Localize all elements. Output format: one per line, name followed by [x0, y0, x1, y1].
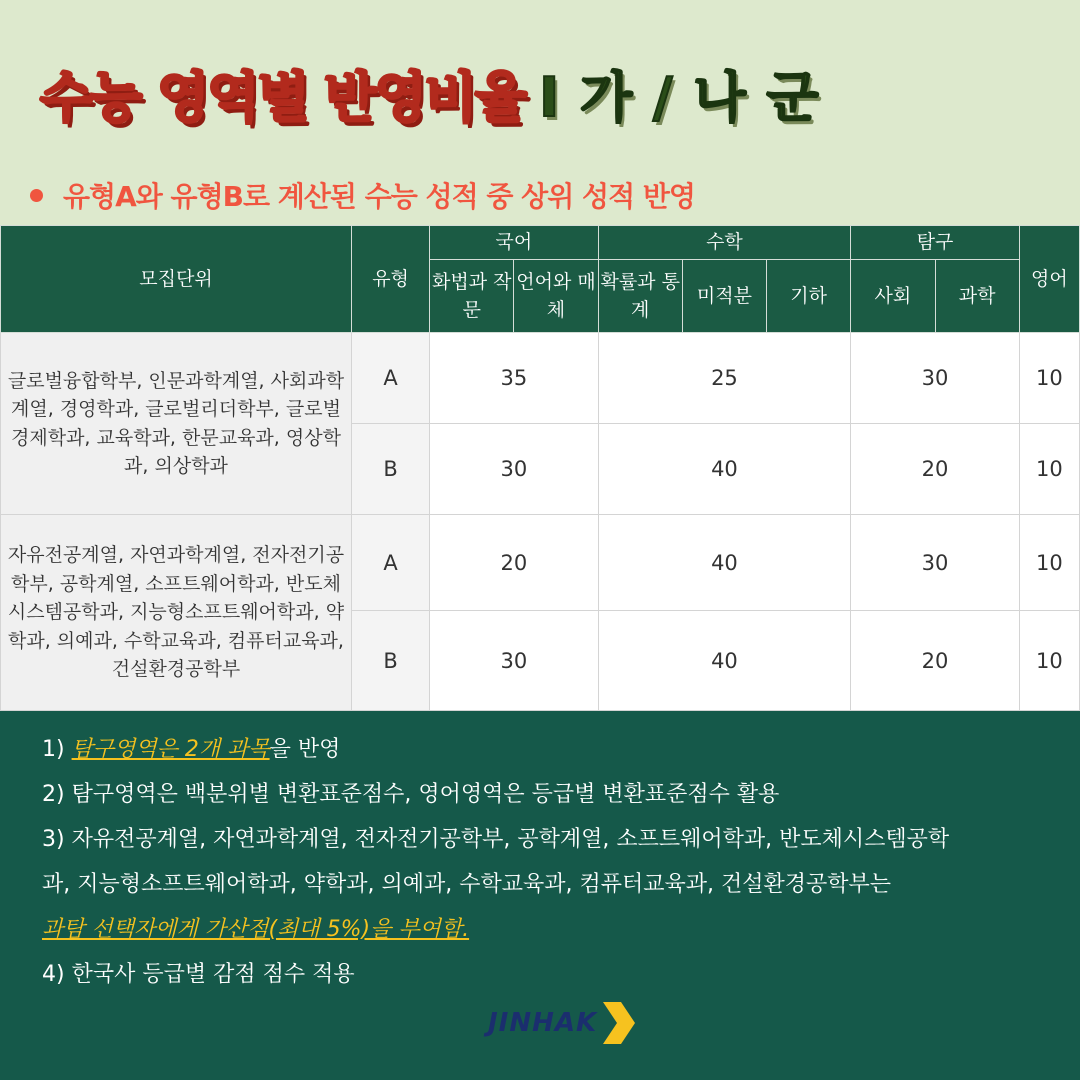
header-korean: 국어: [430, 226, 598, 260]
english-cell: 10: [1019, 611, 1079, 711]
note-1-highlight: 탐구영역은 2개 과목: [71, 737, 270, 762]
type-cell: B: [351, 611, 429, 711]
note-3-highlight: 과탐 선택자에게 가산점(최대 5%)을 부여함.: [42, 917, 470, 942]
english-cell: 10: [1019, 333, 1079, 424]
header-korean-sub2: 언어와 매체: [514, 260, 598, 333]
subtitle-text: 유형A와 유형B로 계산된 수능 성적 중 상위 성적 반영: [63, 180, 695, 213]
note-1-prefix: 1): [42, 737, 72, 762]
header-korean-sub1: 화법과 작문: [430, 260, 514, 333]
english-cell: 10: [1019, 424, 1079, 515]
title-sub: I 가 / 나 군: [539, 65, 820, 129]
inquiry-cell: 20: [851, 611, 1019, 711]
title-main: 수능 영역별 반영비율: [40, 65, 526, 129]
note-1-suffix: 을 반영: [269, 737, 341, 762]
header-math: 수학: [598, 226, 851, 260]
ratio-table: [0, 225, 1080, 711]
type-cell: B: [351, 424, 429, 515]
note-3-line1: 3) 자유전공계열, 자연과학계열, 전자전기공학부, 공학계열, 소프트웨어학과, 반도체시스템공학: [42, 827, 950, 852]
header-english: 영어: [1019, 226, 1079, 333]
unit-cell: 자유전공계열, 자연과학계열, 전자전기공학부, 공학계열, 소프트웨어학과, 반도체시스템공학과, 지능형소프트웨어학과, 약학과, 의예과, 수학교육과, 컴퓨터교육과, 건설환경공학부: [1, 515, 352, 711]
bullet-dot-icon: [30, 189, 43, 202]
header-math-sub2: 미적분: [682, 260, 766, 333]
table-row: [1, 515, 1080, 611]
note-4: 4) 한국사 등급별 감점 점수 적용: [42, 962, 355, 987]
subtitle-bullet: [30, 175, 695, 215]
note-1: [42, 727, 1072, 772]
page-title: [40, 48, 820, 138]
math-cell: 40: [598, 611, 851, 711]
inquiry-cell: 20: [851, 424, 1019, 515]
jinhak-logo: [488, 1000, 637, 1046]
type-cell: A: [351, 333, 429, 424]
korean-cell: 20: [430, 515, 598, 611]
chevron-right-icon: [599, 1000, 637, 1046]
note-3-highlight-line: [42, 907, 1072, 952]
header-math-sub1: 확률과 통계: [598, 260, 682, 333]
type-cell: A: [351, 515, 429, 611]
header-inquiry: 탐구: [851, 226, 1019, 260]
inquiry-cell: 30: [851, 333, 1019, 424]
inquiry-cell: 30: [851, 515, 1019, 611]
table-row: [1, 333, 1080, 424]
note-3-line2: 과, 지능형소프트웨어학과, 약학과, 의예과, 수학교육과, 컴퓨터교육과, 건설환경공학부는: [42, 872, 891, 897]
math-cell: 40: [598, 515, 851, 611]
unit-cell: 글로벌융합학부, 인문과학계열, 사회과학계열, 경영학과, 글로벌리더학부, 글로벌경제학과, 교육학과, 한문교육과, 영상학과, 의상학과: [1, 333, 352, 515]
header-inquiry-sub2: 과학: [935, 260, 1019, 333]
english-cell: 10: [1019, 515, 1079, 611]
logo-text: JINHAK: [488, 1008, 598, 1038]
header-type: 유형: [351, 226, 429, 333]
header-inquiry-sub1: 사회: [851, 260, 935, 333]
notes-list: [42, 727, 1072, 997]
header-math-sub3: 기하: [767, 260, 851, 333]
note-2: 2) 탐구영역은 백분위별 변환표준점수, 영어영역은 등급별 변환표준점수 활용: [42, 782, 780, 807]
math-cell: 25: [598, 333, 851, 424]
korean-cell: 30: [430, 611, 598, 711]
korean-cell: 30: [430, 424, 598, 515]
math-cell: 40: [598, 424, 851, 515]
korean-cell: 35: [430, 333, 598, 424]
header-unit: 모집단위: [1, 226, 352, 333]
